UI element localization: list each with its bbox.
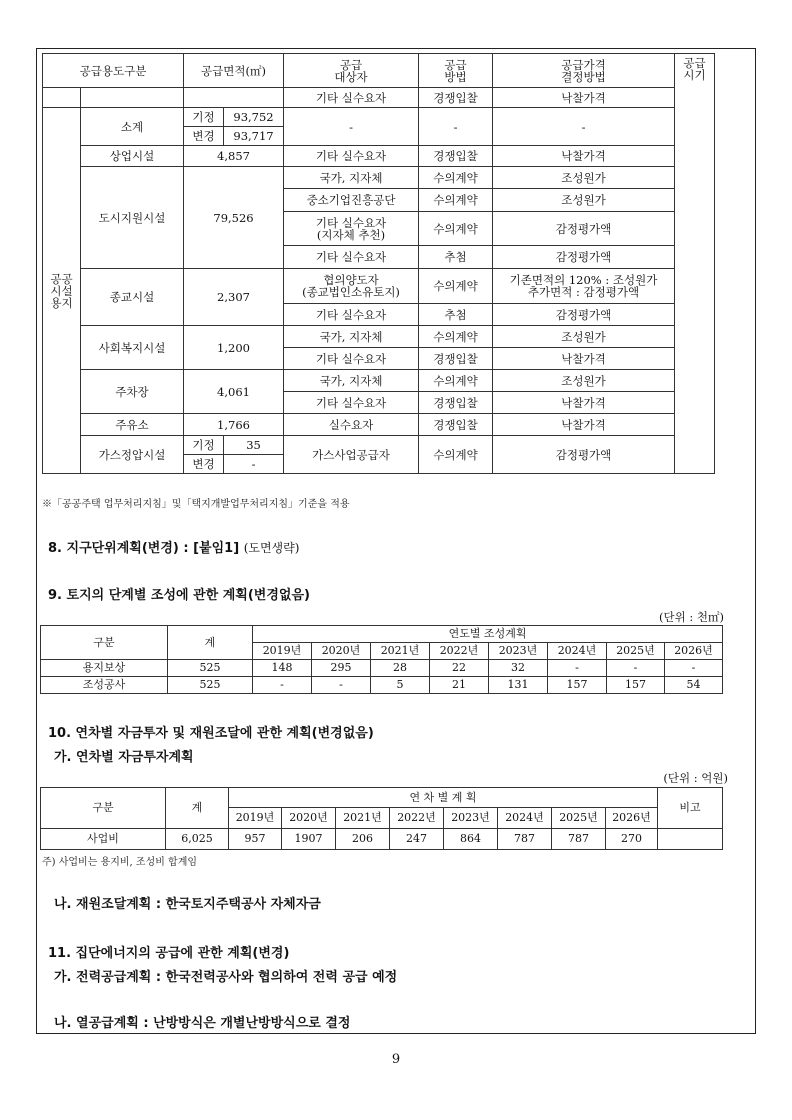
invest-row-total: 6,025 <box>166 829 229 850</box>
urban-price: 조성원가 <box>493 189 675 212</box>
table-row <box>41 829 723 850</box>
header-category: 공급용도구분 <box>43 54 184 88</box>
invest-remark-label: 비고 <box>658 788 723 829</box>
row-gas-station-name: 주유소 <box>81 414 184 436</box>
urban-price: 감정평가액 <box>493 212 675 246</box>
invest-cell: 270 <box>606 829 658 850</box>
gas-pressure-price: 감정평가액 <box>493 436 675 474</box>
subtotal-before-value: 93,752 <box>224 108 284 127</box>
stage-cell: 22 <box>430 660 489 677</box>
religion-area: 2,307 <box>184 269 284 326</box>
subtotal-price: - <box>493 108 675 146</box>
table-row <box>41 660 723 677</box>
religion-method: 추첨 <box>419 304 493 326</box>
section-8-suffix: (도면생략) <box>243 541 300 555</box>
gas-station-target: 실수요자 <box>284 414 419 436</box>
group-label: 공공 시설 용지 <box>43 108 81 474</box>
gas-station-area: 1,766 <box>184 414 284 436</box>
religion-target: 기타 실수요자 <box>284 304 419 326</box>
row-urban-name: 도시지원시설 <box>81 167 184 269</box>
section-10-sub-a: 가. 연차별 자금투자계획 <box>54 750 194 765</box>
religion-target: 협의양도자 (종교법인소유토지) <box>284 269 419 304</box>
section-10-sub-b: 나. 재원조달계획 : 한국토지주택공사 자체자금 <box>54 897 321 912</box>
stage-year: 2021년 <box>371 643 430 660</box>
stage-cell: 21 <box>430 677 489 694</box>
urban-method: 수의계약 <box>419 212 493 246</box>
parking-price: 조성원가 <box>493 370 675 392</box>
stage-year: 2019년 <box>253 643 312 660</box>
cell-price: 낙찰가격 <box>493 88 675 108</box>
invest-year: 2026년 <box>606 808 658 829</box>
stage-table <box>40 625 723 694</box>
subtotal-after-label: 변경 <box>184 127 224 146</box>
welfare-target: 기타 실수요자 <box>284 348 419 370</box>
stage-row-total: 525 <box>168 660 253 677</box>
parking-target: 기타 실수요자 <box>284 392 419 414</box>
subtotal-method: - <box>419 108 493 146</box>
invest-cell: 864 <box>444 829 498 850</box>
stage-row-total: 525 <box>168 677 253 694</box>
subtotal-after-value: 93,717 <box>224 127 284 146</box>
header-target: 공급 대상자 <box>284 54 419 88</box>
urban-method: 수의계약 <box>419 189 493 212</box>
stage-year: 2020년 <box>312 643 371 660</box>
stage-cell: - <box>665 660 723 677</box>
stage-cell: 157 <box>548 677 607 694</box>
section-9-unit: (단위 : 천㎡) <box>659 610 724 624</box>
row-commercial-name: 상업시설 <box>81 146 184 167</box>
invest-remark <box>658 829 723 850</box>
invest-cell: 1907 <box>282 829 336 850</box>
stage-year: 2025년 <box>607 643 665 660</box>
row-religion-name: 종교시설 <box>81 269 184 326</box>
section-8-title: 8. 지구단위계획(변경) : [붙임1] <box>48 541 240 556</box>
section-8-heading <box>48 537 299 556</box>
invest-year: 2022년 <box>390 808 444 829</box>
stage-col-label: 구분 <box>41 626 168 660</box>
header-area: 공급면적(㎡) <box>184 54 284 88</box>
section-11-heading: 11. 집단에너지의 공급에 관한 계획(변경) <box>48 946 290 961</box>
commercial-area: 4,857 <box>184 146 284 167</box>
gas-station-method: 경쟁입찰 <box>419 414 493 436</box>
section-10-unit: (단위 : 억원) <box>663 771 728 785</box>
religion-price: 기존면적의 120% : 조성원가 추가면적 : 감정평가액 <box>493 269 675 304</box>
stage-cell: 295 <box>312 660 371 677</box>
stage-cell: - <box>253 677 312 694</box>
invest-cell: 957 <box>229 829 282 850</box>
gas-station-price: 낙찰가격 <box>493 414 675 436</box>
row-subtotal-name: 소계 <box>81 108 184 146</box>
religion-price: 감정평가액 <box>493 304 675 326</box>
stage-cell: 28 <box>371 660 430 677</box>
stage-group-label: 연도별 조성계획 <box>253 626 723 643</box>
stage-cell: 5 <box>371 677 430 694</box>
section-11-sub-a: 가. 전력공급계획 : 한국전력공사와 협의하여 전력 공급 예정 <box>54 970 398 985</box>
header-time: 공급 시기 <box>675 54 715 474</box>
invest-col-label: 구분 <box>41 788 166 829</box>
welfare-price: 낙찰가격 <box>493 348 675 370</box>
stage-cell: - <box>607 660 665 677</box>
gas-pressure-after-value: - <box>224 455 284 474</box>
stage-year: 2023년 <box>489 643 548 660</box>
urban-target: 국가, 지자체 <box>284 167 419 189</box>
cell-method: 경쟁입찰 <box>419 88 493 108</box>
subtotal-before-label: 기정 <box>184 108 224 127</box>
invest-cell: 206 <box>336 829 390 850</box>
urban-method: 수의계약 <box>419 167 493 189</box>
section-9-heading: 9. 토지의 단계별 조성에 관한 계획(변경없음) <box>48 588 310 603</box>
invest-year: 2019년 <box>229 808 282 829</box>
commercial-method: 경쟁입찰 <box>419 146 493 167</box>
urban-price: 조성원가 <box>493 167 675 189</box>
parking-target: 국가, 지자체 <box>284 370 419 392</box>
parking-area: 4,061 <box>184 370 284 414</box>
section-11-sub-b: 나. 열공급계획 : 난방방식은 개별난방방식으로 결정 <box>54 1016 351 1031</box>
gas-pressure-before-value: 35 <box>224 436 284 455</box>
stage-year: 2026년 <box>665 643 723 660</box>
stage-year: 2024년 <box>548 643 607 660</box>
section-10-heading: 10. 연차별 자금투자 및 재원조달에 관한 계획(변경없음) <box>48 726 374 741</box>
investment-table <box>40 787 723 850</box>
subtotal-target: - <box>284 108 419 146</box>
urban-target: 중소기업진흥공단 <box>284 189 419 212</box>
urban-area: 79,526 <box>184 167 284 269</box>
urban-target: 기타 실수요자 (지자체 추천) <box>284 212 419 246</box>
urban-method: 추첨 <box>419 246 493 269</box>
religion-method: 수의계약 <box>419 269 493 304</box>
commercial-target: 기타 실수요자 <box>284 146 419 167</box>
table-row <box>41 677 723 694</box>
stage-cell: - <box>548 660 607 677</box>
cell-empty <box>184 88 284 108</box>
invest-cell: 787 <box>498 829 552 850</box>
stage-row-label: 조성공사 <box>41 677 168 694</box>
stage-total-label: 계 <box>168 626 253 660</box>
invest-year: 2020년 <box>282 808 336 829</box>
stage-cell: 131 <box>489 677 548 694</box>
urban-price: 감정평가액 <box>493 246 675 269</box>
header-price: 공급가격 결정방법 <box>493 54 675 88</box>
stage-cell: 54 <box>665 677 723 694</box>
commercial-price: 낙찰가격 <box>493 146 675 167</box>
stage-cell: 148 <box>253 660 312 677</box>
invest-total-label: 계 <box>166 788 229 829</box>
stage-row-label: 용지보상 <box>41 660 168 677</box>
welfare-area: 1,200 <box>184 326 284 370</box>
stage-cell: - <box>312 677 371 694</box>
invest-row-label: 사업비 <box>41 829 166 850</box>
gas-pressure-method: 수의계약 <box>419 436 493 474</box>
cell-target: 기타 실수요자 <box>284 88 419 108</box>
invest-note: 주) 사업비는 용지비, 조성비 합계임 <box>42 857 198 868</box>
header-method: 공급 방법 <box>419 54 493 88</box>
stage-year: 2022년 <box>430 643 489 660</box>
gas-pressure-before-label: 기정 <box>184 436 224 455</box>
row-parking-name: 주차장 <box>81 370 184 414</box>
cell-empty <box>43 88 81 108</box>
welfare-price: 조성원가 <box>493 326 675 348</box>
parking-method: 수의계약 <box>419 370 493 392</box>
invest-year: 2025년 <box>552 808 606 829</box>
invest-year: 2023년 <box>444 808 498 829</box>
welfare-method: 경쟁입찰 <box>419 348 493 370</box>
stage-cell: 157 <box>607 677 665 694</box>
urban-target: 기타 실수요자 <box>284 246 419 269</box>
welfare-method: 수의계약 <box>419 326 493 348</box>
supply-table <box>42 53 715 474</box>
invest-cell: 247 <box>390 829 444 850</box>
cell-empty <box>81 88 184 108</box>
stage-cell: 32 <box>489 660 548 677</box>
invest-group-label: 연 차 별 계 획 <box>229 788 658 808</box>
supply-note: ※「공공주택 업무처리지침」및「택지개발업무처리지침」기준을 적용 <box>42 499 350 510</box>
row-gas-pressure-name: 가스정압시설 <box>81 436 184 474</box>
gas-pressure-after-label: 변경 <box>184 455 224 474</box>
parking-price: 낙찰가격 <box>493 392 675 414</box>
parking-method: 경쟁입찰 <box>419 392 493 414</box>
gas-pressure-target: 가스사업공급자 <box>284 436 419 474</box>
row-welfare-name: 사회복지시설 <box>81 326 184 370</box>
page-number: 9 <box>391 1052 401 1067</box>
invest-year: 2021년 <box>336 808 390 829</box>
welfare-target: 국가, 지자체 <box>284 326 419 348</box>
invest-year: 2024년 <box>498 808 552 829</box>
invest-cell: 787 <box>552 829 606 850</box>
